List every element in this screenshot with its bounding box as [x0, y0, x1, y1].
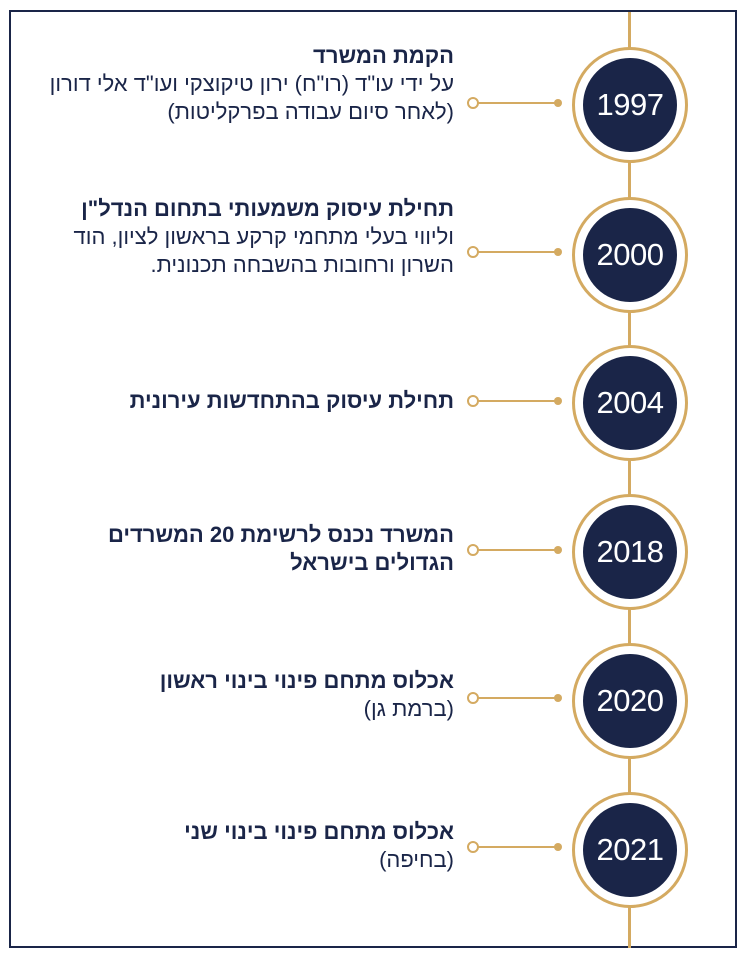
event-2021: [34, 818, 454, 874]
event-description: (בחיפה): [379, 847, 454, 872]
connector: [467, 246, 565, 258]
connector-end: [554, 397, 562, 405]
year-node-2021: [572, 792, 688, 908]
year-node-2020: [572, 643, 688, 759]
event-title: אכלוס מתחם פינוי בינוי ראשון: [159, 668, 454, 693]
event-title: המשרד נכנס לרשימת 20 המשרדים הגדולים בישראל: [107, 522, 454, 575]
connector: [467, 544, 565, 556]
year-label: 2020: [583, 654, 677, 748]
year-node-2004: [572, 345, 688, 461]
connector-end: [554, 843, 562, 851]
connector-line: [478, 400, 555, 402]
connector-line: [478, 549, 555, 551]
event-2004: [34, 387, 454, 415]
event-description: על ידי עו"ד (רו"ח) ירון טיקוצקי ועו"ד אלי דורון (לאחר סיום עבודה בפרקליטות): [49, 71, 454, 124]
event-title: תחילת עיסוק בהתחדשות עירונית: [129, 388, 454, 413]
year-label: 2000: [583, 208, 677, 302]
connector: [467, 395, 565, 407]
event-1997: [34, 42, 454, 126]
connector-end: [554, 694, 562, 702]
year-label: 2021: [583, 803, 677, 897]
connector-line: [478, 697, 555, 699]
year-label: 2004: [583, 356, 677, 450]
event-title: תחילת עיסוק משמעותי בתחום הנדל"ן: [81, 196, 454, 221]
year-label: 2018: [583, 505, 677, 599]
event-2020: [34, 667, 454, 723]
connector-end: [554, 99, 562, 107]
event-2000: [34, 195, 454, 279]
event-description: (ברמת גן): [363, 696, 454, 721]
year-node-1997: [572, 47, 688, 163]
year-node-2000: [572, 197, 688, 313]
event-description: וליווי בעלי מתחמי קרקע בראשון לציון, הוד השרון ורחובות בהשבחה תכנונית.: [73, 224, 454, 277]
connector-end: [554, 546, 562, 554]
connector-line: [478, 846, 555, 848]
connector-end: [554, 248, 562, 256]
connector-line: [478, 251, 555, 253]
year-node-2018: [572, 494, 688, 610]
year-label: 1997: [583, 58, 677, 152]
connector: [467, 97, 565, 109]
connector: [467, 841, 565, 853]
connector-line: [478, 102, 555, 104]
event-2018: [34, 521, 454, 577]
event-title: הקמת המשרד: [313, 43, 454, 68]
connector: [467, 692, 565, 704]
event-title: אכלוס מתחם פינוי בינוי שני: [184, 819, 454, 844]
